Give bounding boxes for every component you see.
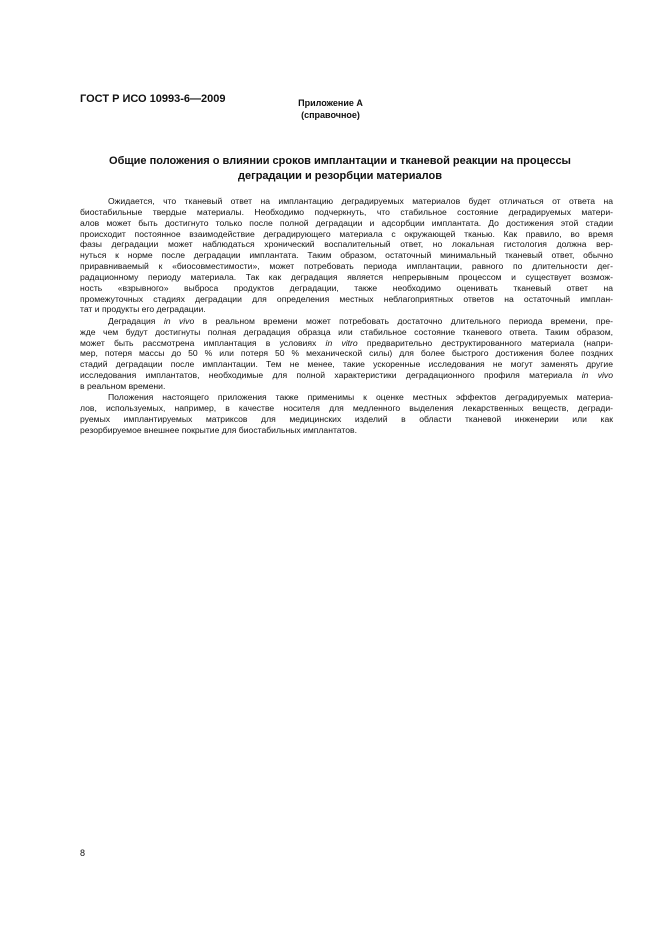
text-line: Ожидается, что тканевый ответ на имплантацию деградируемых материалов будет отличаться от ответа на <box>108 196 613 206</box>
page-number: 8 <box>80 848 86 858</box>
text-line: Деградация in vivo в реальном времени может потребовать достаточно длительного периода времени, пре- <box>108 315 613 326</box>
text-line: тат и продукты его деградации. <box>80 304 206 315</box>
text-line: резорбируемое внешнее покрытие для биостабильных имплантатов. <box>80 424 357 435</box>
text-line: исследования имплантатов, необходимые для полной характеристики деградационного профиля материала in vivo <box>80 370 613 381</box>
text-line: руемых имплантируемых матриксов для медицинских изделий в области тканевой инженерии или как <box>80 414 613 425</box>
text-line: лов, используемых, например, в качестве носителя для медленного выделения лекарственных веществ, дегради- <box>80 403 613 414</box>
section-title <box>90 154 590 184</box>
document-header: ГОСТ Р ИСО 10993-6—2009 <box>80 93 226 105</box>
annex-status: (справочное) <box>301 110 360 120</box>
text-line: радационному периоду материала. Так как деградация является непрерывным процессом и существует возмож- <box>80 271 613 282</box>
text-line: промежуточных стадиях деградации для определения местных неблагоприятных ответов на остаточный имплан- <box>80 293 613 304</box>
text-line: нуться к норме после деградации имплантата. Таким образом, остаточный минимальный тканевый ответ, обычно <box>80 250 613 261</box>
text-line: биостабильные твердые материалы. Необходимо подчеркнуть, что стабильное состояние деградируемых матери- <box>80 206 613 217</box>
paragraph <box>80 392 613 435</box>
text-line: Положения настоящего приложения также применимы к оценке местных эффектов деградируемых материа- <box>108 392 613 403</box>
text-line: происходит постоянное взаимодействие деградирующего материала с окружающей тканью. Как правило, во время <box>80 228 613 239</box>
title-line: Общие положения о влиянии сроков имплантации и тканевой реакции на процессы <box>109 155 571 167</box>
text-line: в реальном времени. <box>80 380 166 391</box>
title-line: деградации и резорбции материалов <box>238 170 442 182</box>
text-line: может быть рассмотрена имплантация в условиях in vitro предварительно деструктированного материала (напри- <box>80 337 614 348</box>
paragraph <box>80 196 613 315</box>
body-text <box>80 196 613 436</box>
text-line: алов может быть достигнуто только после полной деградации и адсорбции имплантата. До достижения этой стадии <box>80 217 613 228</box>
paragraph <box>80 316 613 392</box>
text-line: ность «взрывного» выброса продуктов деградации, также необходимо оценивать тканевый ответ на <box>80 282 613 293</box>
text-line: фазы деградации может наблюдаться хронический воспалительный ответ, но локальная гистология должна вер- <box>80 239 613 250</box>
text-line: приравниваемый к «биосовместимости», может потребовать периода имплантации, равного по длительности дег- <box>80 261 613 272</box>
annex-label: Приложение А <box>298 98 363 108</box>
text-line: мер, потеря массы до 50 % или потеря 50 % механической силы) для более быстрого достижения более поздних <box>80 348 613 359</box>
text-line: жде чем будут достигнуты полная деградация образца или стабильное состояние тканевого ответа. Таким образом, <box>80 326 613 337</box>
text-line: стадий деградации после имплантации. Тем не менее, такие ускоренные исследования не могут заменять другие <box>80 359 613 370</box>
